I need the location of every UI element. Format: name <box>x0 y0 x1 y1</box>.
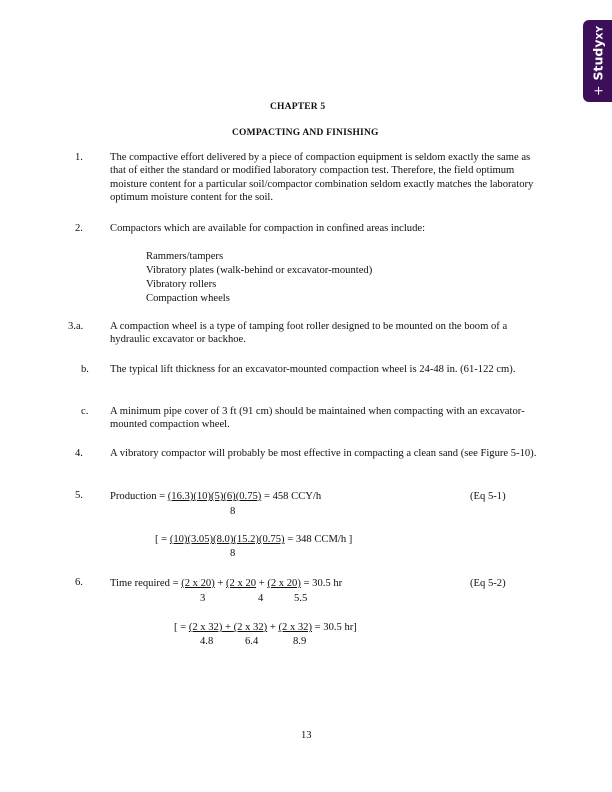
metric-term-3: (2 x 32) <box>278 622 313 633</box>
studyxy-logo <box>590 26 605 96</box>
equation-lead: Production = <box>110 491 168 502</box>
item-4-text: A vibratory compactor will probably be most effective in compacting a clean sand (see Figure 5-10). <box>110 448 537 459</box>
plus-sign: + <box>214 578 227 589</box>
equation-result: = 458 CCY/h <box>261 491 322 502</box>
chapter-heading: CHAPTER 5 <box>270 102 326 112</box>
denominator-1: 3 <box>200 593 206 604</box>
equation-lead: Time required = <box>110 578 182 589</box>
item-number: c. <box>81 406 89 417</box>
metric-denominator-1: 4.8 <box>200 636 214 647</box>
production-metric-equation <box>155 533 352 546</box>
brand-suffix: XY <box>595 26 605 40</box>
page-number: 13 <box>301 730 312 741</box>
time-metric-equation <box>174 621 357 634</box>
denominator-2: 4 <box>258 593 264 604</box>
equation-number: (Eq 5-1) <box>470 491 506 502</box>
metric-denominator: 8 <box>230 548 236 559</box>
term-1: (2 x 20) <box>181 578 215 589</box>
item-3a-text: A compaction wheel is a type of tamping foot roller designed to be mounted on the boom of a hydraulic excavator or backhoe. <box>110 321 508 346</box>
brand-name: Study <box>590 39 605 81</box>
term-2: (2 x 20 <box>226 578 257 589</box>
list-item: Vibratory rollers <box>146 279 217 290</box>
time-equation <box>110 577 342 590</box>
plus-sign: + <box>267 622 279 633</box>
item-3b-text: The typical lift thickness for an excavator-mounted compaction wheel is 24-48 in. (61-122 cm). <box>110 364 516 375</box>
production-equation <box>110 490 321 503</box>
item-number: b. <box>81 364 89 375</box>
metric-result: = 348 CCM/h ] <box>284 534 353 545</box>
plus-sign: + <box>256 578 268 589</box>
plus-icon: + <box>590 85 605 96</box>
studyxy-badge[interactable] <box>583 20 612 102</box>
metric-denominator-2: 6.4 <box>245 636 259 647</box>
list-item: Rammers/tampers <box>146 251 224 262</box>
item-number: 5. <box>75 490 83 501</box>
item-number: 3.a. <box>68 321 84 332</box>
list-item: Vibratory plates (walk-behind or excavator-mounted) <box>146 265 373 276</box>
section-title: COMPACTING AND FINISHING <box>232 128 379 138</box>
item-number: 6. <box>75 577 83 588</box>
metric-numerator: (10)(3.05)(8.0)(15.2)(0.75) <box>169 534 285 545</box>
metric-open: [ = <box>174 622 189 633</box>
list-item: Compaction wheels <box>146 293 230 304</box>
metric-open: [ = <box>155 534 170 545</box>
metric-result: = 30.5 hr] <box>312 622 357 633</box>
equation-result: = 30.5 hr <box>300 578 343 589</box>
item-2-text: Compactors which are available for compaction in confined areas include: <box>110 223 426 234</box>
item-number: 1. <box>75 152 83 163</box>
metric-term-2: (2 x 32) <box>233 622 268 633</box>
denominator-3: 5.5 <box>294 593 308 604</box>
term-3: (2 x 20) <box>267 578 301 589</box>
equation-numerator: (16.3)(10)(5)(6)(0.75) <box>167 491 262 502</box>
item-1-text: The compactive effort delivered by a piece of compaction equipment is seldom exactly the same as that of either the standard or modified laboratory compaction test. Therefore, the field optimum moisture content for a particular soil/compactor combination seldom exactly matches the laboratory optimum moisture content for the soil. <box>110 152 534 204</box>
item-3c-text: A minimum pipe cover of 3 ft (91 cm) should be maintained when compacting with an excavator-mounted compaction wheel. <box>110 406 525 431</box>
item-number: 4. <box>75 448 83 459</box>
metric-denominator-3: 8.9 <box>293 636 307 647</box>
equation-number: (Eq 5-2) <box>470 578 506 589</box>
equation-denominator: 8 <box>230 506 236 517</box>
item-number: 2. <box>75 223 83 234</box>
plus-sign: + <box>222 622 234 633</box>
metric-term-1: (2 x 32) <box>188 622 223 633</box>
